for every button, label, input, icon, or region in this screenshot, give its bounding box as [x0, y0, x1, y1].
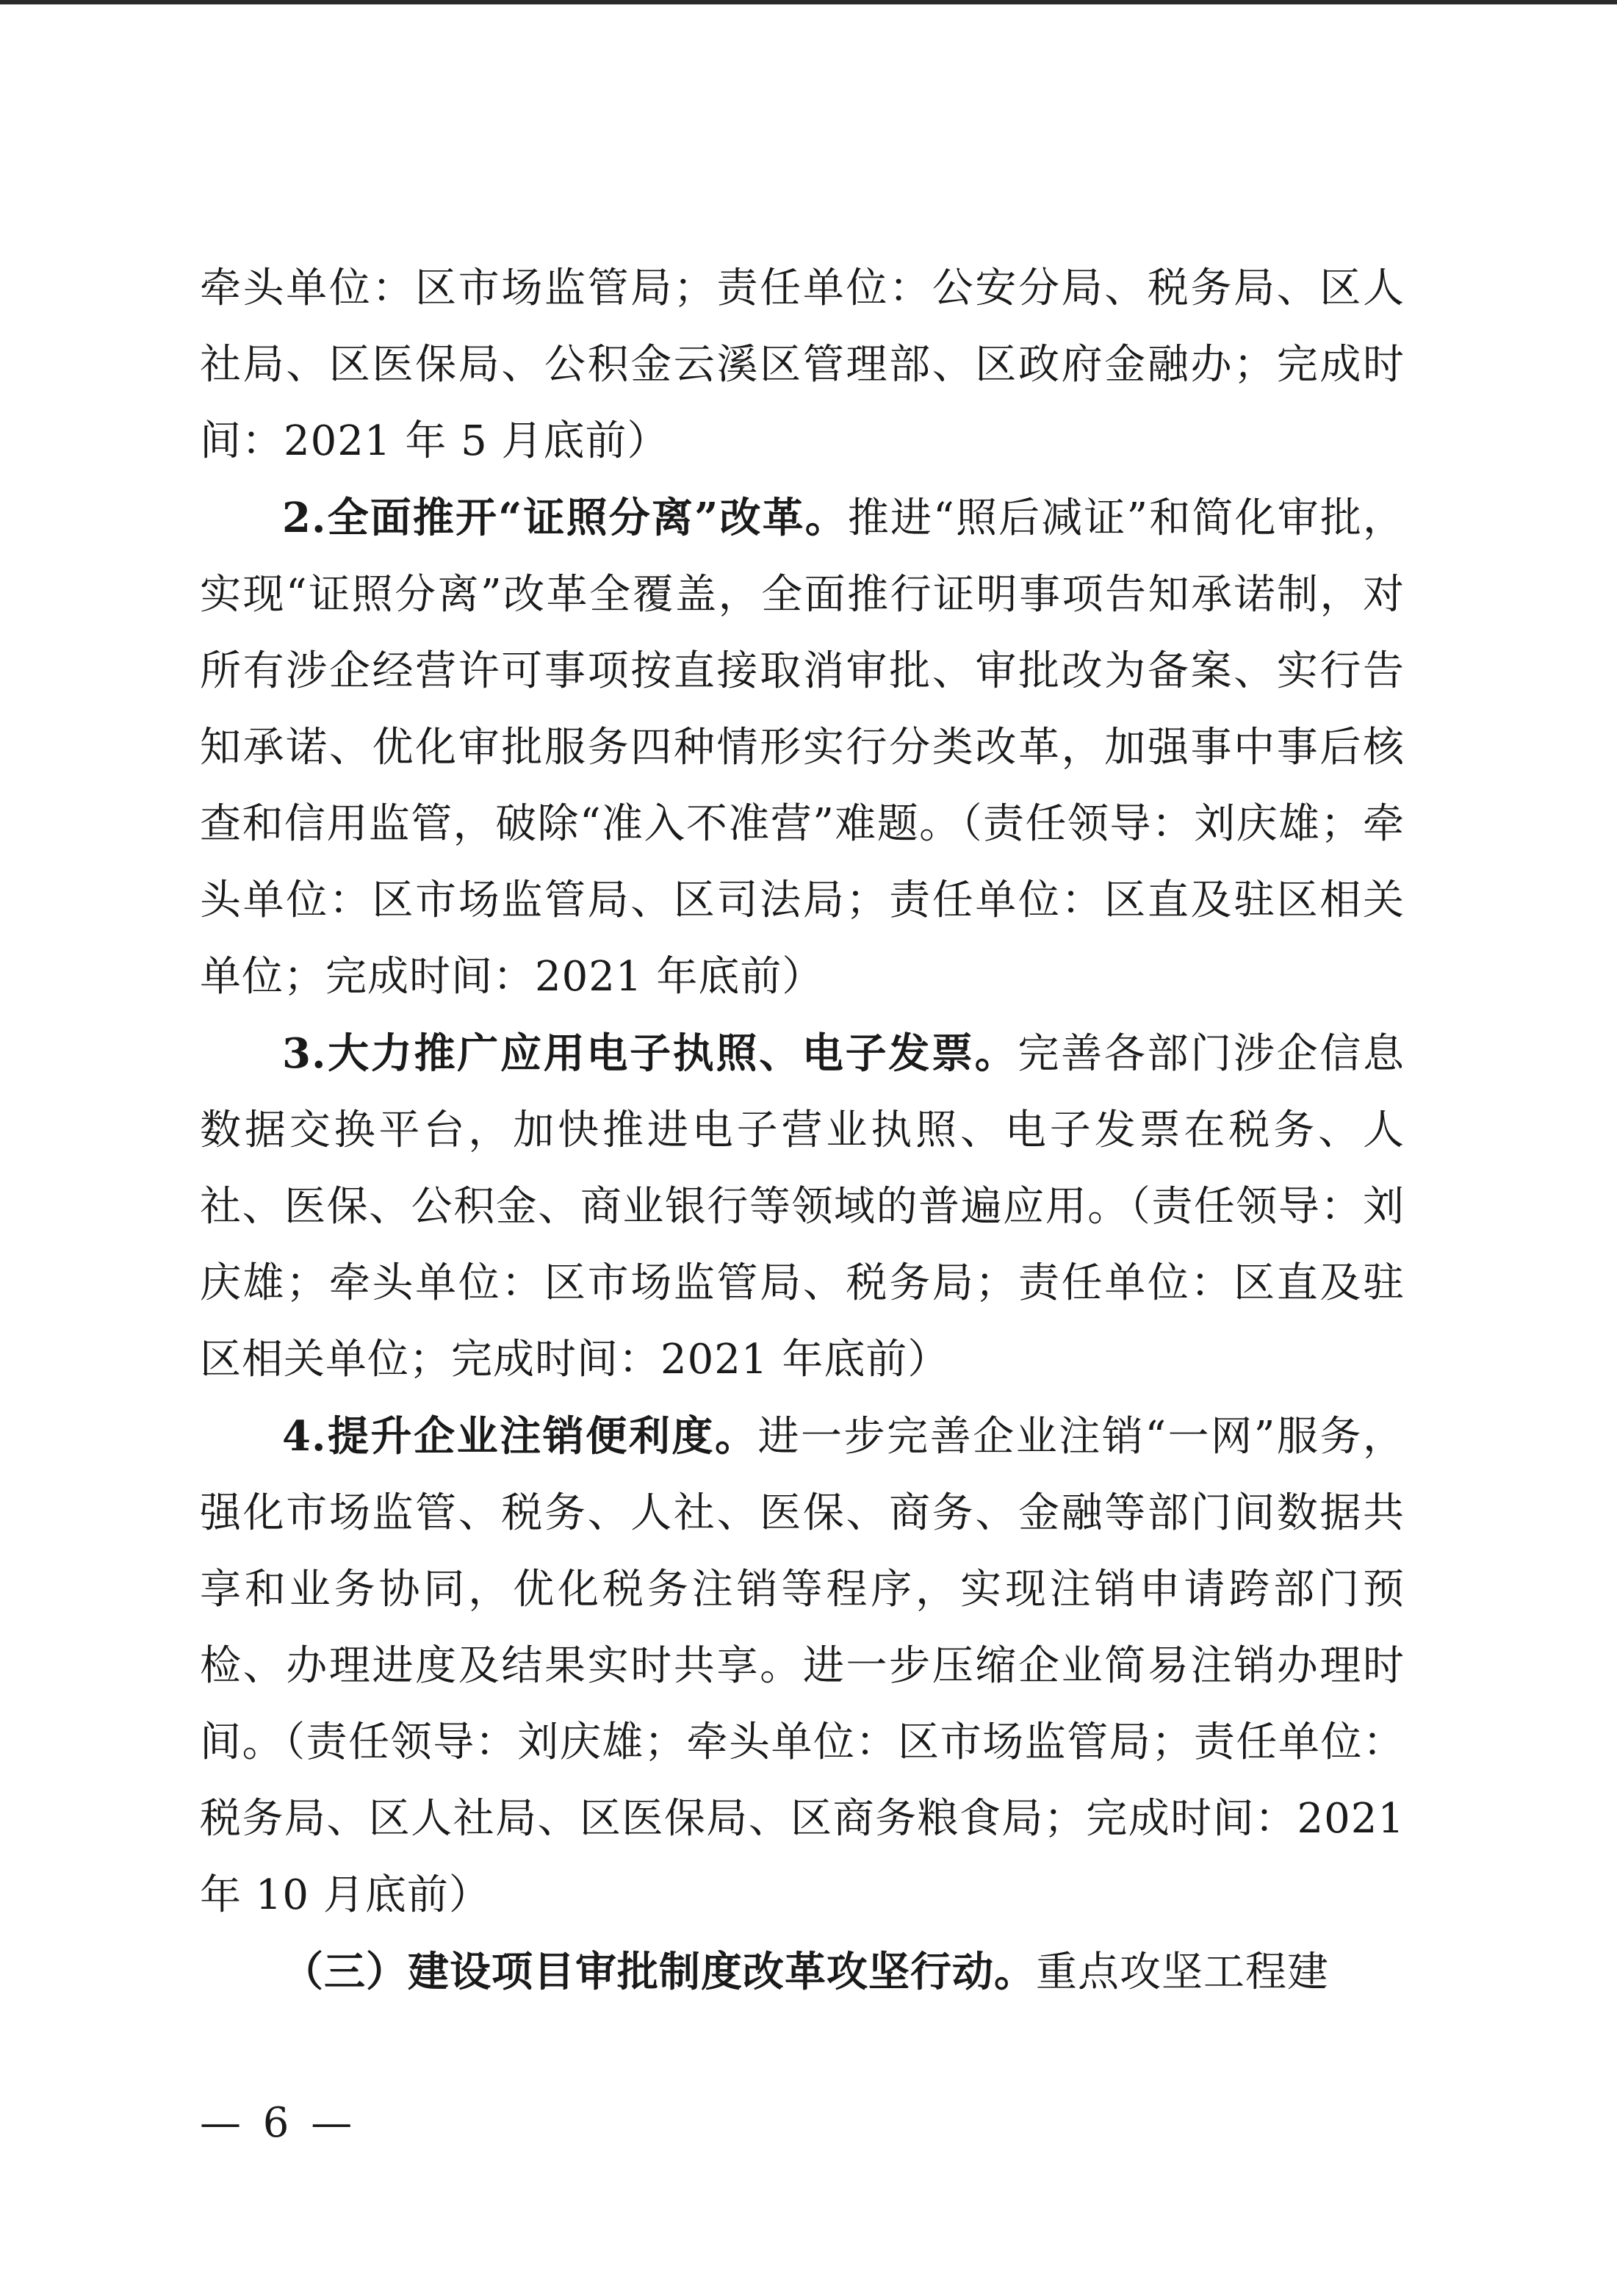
top-border-line: [0, 0, 1617, 4]
paragraph-3: [200, 1015, 1405, 1398]
paragraph-heading: 3.大力推广应用电子执照、电子发票。: [282, 1029, 1018, 1078]
paragraph-text: 进一步完善企业注销“一网”服务，强化市场监管、税务、人社、医保、商务、金融等部门间数据共享和业务协同，优化税务注销等程序，实现注销申请跨部门预检、办理进度及结果实时共享。进一步压缩企业简易注销办理时间。（责任领导：刘庆雄；牵头单位：区市场监管局；责任单位：税务局、区人社局、区医保局、区商务粮食局；完成时间：2021 年 10 月底前）: [200, 1413, 1405, 1919]
paragraph-text: 完善各部门涉企信息数据交换平台，加快推进电子营业执照、电子发票在税务、人社、医保、公积金、商业银行等领域的普遍应用。（责任领导：刘庆雄；牵头单位：区市场监管局、税务局；责任单位：区直及驻区相关单位；完成时间：2021 年底前）: [200, 1030, 1405, 1383]
paragraph-text: 重点攻坚工程建: [1036, 1948, 1329, 1996]
paragraph-1: [200, 250, 1405, 480]
page-number: — 6 —: [200, 2099, 357, 2147]
paragraph-heading: （三）建设项目审批制度改革攻坚行动。: [282, 1948, 1036, 1996]
paragraph-text: 牵头单位：区市场监管局；责任单位：公安分局、税务局、区人社局、区医保局、公积金云溪区管理部、区政府金融办；完成时间：2021 年 5 月底前）: [200, 264, 1405, 465]
paragraph-text: 推进“照后减证”和简化审批，实现“证照分离”改革全覆盖，全面推行证明事项告知承诺制，对所有涉企经营许可事项按直接取消审批、审批改为备案、实行告知承诺、优化审批服务四种情形实行分类改革，加强事中事后核查和信用监管，破除“准入不准营”难题。（责任领导：刘庆雄；牵头单位：区市场监管局、区司法局；责任单位：区直及驻区相关单位；完成时间：2021 年底前）: [200, 494, 1405, 1001]
paragraph-2: [200, 480, 1405, 1015]
paragraph-heading: 4.提升企业注销便利度。: [282, 1412, 758, 1461]
paragraph-4: [200, 1398, 1405, 1934]
document-body: [200, 250, 1405, 2011]
paragraph-5: [200, 1934, 1405, 2011]
paragraph-heading: 2.全面推开“证照分离”改革。: [282, 494, 848, 542]
